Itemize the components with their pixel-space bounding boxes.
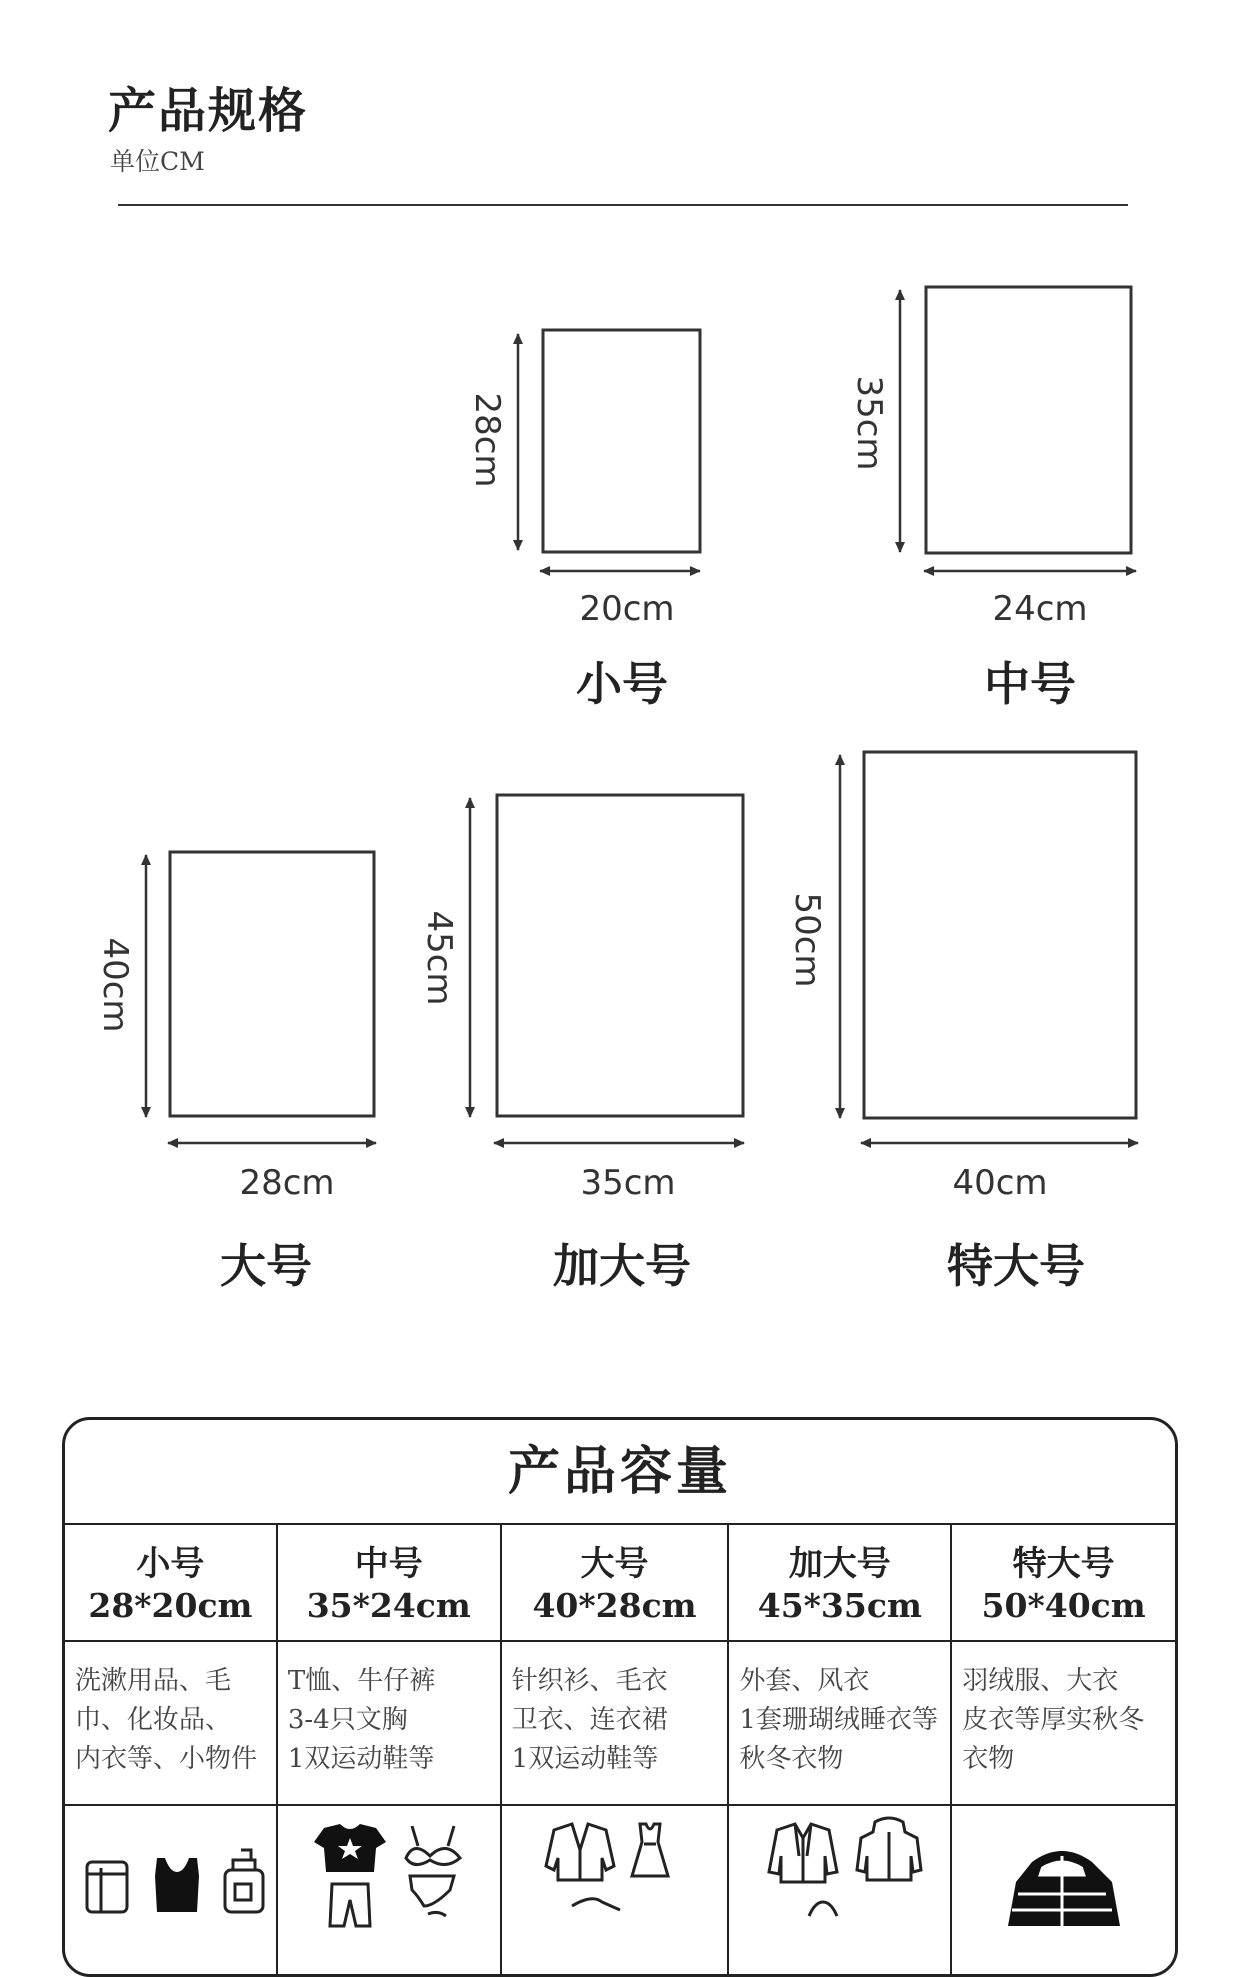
col-header-small	[65, 1525, 278, 1640]
hoodie-icon	[857, 1818, 921, 1880]
size-name: 中号	[984, 657, 1076, 711]
down-jacket-icon	[1008, 1851, 1120, 1926]
col-size-name: 特大号	[1012, 1544, 1115, 1584]
desc-line: 3-4只文胸	[287, 1705, 408, 1735]
desc-line: 巾、化妆品、	[75, 1705, 232, 1735]
towel-icon	[87, 1862, 127, 1912]
desc-line: 卫衣、连衣裙	[511, 1705, 668, 1735]
desc-cell-xl	[729, 1642, 952, 1804]
icons-cell-large	[502, 1806, 730, 1977]
size-name: 特大号	[947, 1239, 1085, 1293]
tshirt-icon	[314, 1824, 386, 1872]
desc-line: 羽绒服、大衣	[962, 1666, 1119, 1696]
icons-cell-xl	[729, 1806, 952, 1977]
size-small	[467, 330, 700, 711]
underwear-icon	[410, 1876, 454, 1916]
col-header-xl	[729, 1525, 952, 1640]
desc-line: 洗漱用品、毛	[75, 1666, 232, 1696]
coat-icon	[769, 1824, 837, 1882]
size-xl	[419, 795, 744, 1293]
tank-top-icon	[155, 1858, 199, 1912]
desc-line: 1双运动鞋等	[287, 1744, 435, 1774]
height-label: 35cm	[849, 375, 889, 471]
desc-cell-xxl	[952, 1642, 1175, 1804]
bag-outline	[543, 330, 700, 552]
desc-line: 1双运动鞋等	[511, 1744, 659, 1774]
capacity-header-row	[65, 1525, 1175, 1642]
capacity-desc-row	[65, 1642, 1175, 1806]
desc-line: 1套珊瑚绒睡衣等	[739, 1705, 938, 1735]
size-medium	[849, 287, 1136, 711]
desc-line: T恤、牛仔裤	[287, 1666, 436, 1696]
col-header-xxl	[952, 1525, 1175, 1640]
width-label: 24cm	[992, 589, 1088, 629]
col-size-dims: 35*24cm	[306, 1586, 471, 1625]
width-label: 35cm	[580, 1163, 676, 1203]
desc-line: 皮衣等厚实秋冬	[962, 1705, 1145, 1735]
dress-icon	[632, 1824, 668, 1876]
icons-cell-xxl	[952, 1806, 1175, 1977]
col-size-name: 大号	[580, 1544, 649, 1584]
width-label: 40cm	[952, 1163, 1048, 1203]
height-label: 50cm	[787, 892, 827, 988]
width-label: 28cm	[239, 1163, 335, 1203]
height-label: 40cm	[95, 937, 135, 1033]
height-label: 45cm	[419, 910, 459, 1006]
capacity-icons-row	[65, 1806, 1175, 1977]
size-name: 加大号	[553, 1239, 691, 1293]
capacity-table	[62, 1417, 1178, 1977]
col-size-dims: 50*40cm	[981, 1586, 1146, 1625]
desc-cell-medium	[278, 1642, 502, 1804]
capacity-title: 产品容量	[65, 1420, 1175, 1525]
bra-icon	[406, 1826, 460, 1865]
desc-cell-large	[502, 1642, 730, 1804]
col-size-dims: 45*35cm	[757, 1586, 922, 1625]
col-size-name: 中号	[354, 1544, 423, 1584]
cardigan-icon	[546, 1824, 614, 1880]
page-title: 产品规格	[108, 83, 309, 139]
bag-outline	[497, 795, 743, 1116]
height-label: 28cm	[467, 392, 507, 488]
col-size-name: 加大号	[788, 1544, 891, 1584]
desc-line: 针织衫、毛衣	[511, 1666, 668, 1696]
width-label: 20cm	[579, 589, 675, 629]
unit-label: 单位CM	[110, 147, 205, 176]
bag-outline	[864, 752, 1136, 1118]
col-size-name: 小号	[136, 1544, 205, 1584]
col-size-dims: 40*28cm	[532, 1586, 697, 1625]
col-header-medium	[278, 1525, 502, 1640]
desc-line: 内衣等、小物件	[75, 1744, 258, 1774]
desc-cell-small	[65, 1642, 278, 1804]
size-name: 小号	[576, 657, 668, 711]
size-xxl	[787, 752, 1138, 1293]
desc-line: 秋冬衣物	[739, 1744, 844, 1774]
bag-outline	[170, 852, 374, 1116]
desc-line: 衣物	[962, 1744, 1015, 1774]
sweater-icon	[809, 1902, 837, 1916]
icons-cell-small	[65, 1806, 278, 1977]
shoe-icon	[572, 1899, 620, 1910]
col-size-dims: 28*20cm	[88, 1586, 253, 1625]
lotion-bottle-icon	[225, 1850, 263, 1912]
col-header-large	[502, 1525, 730, 1640]
size-large	[95, 852, 376, 1293]
desc-line: 外套、风衣	[739, 1666, 870, 1696]
size-name: 大号	[220, 1239, 312, 1293]
bag-outline	[926, 287, 1131, 553]
icons-cell-medium	[278, 1806, 502, 1977]
